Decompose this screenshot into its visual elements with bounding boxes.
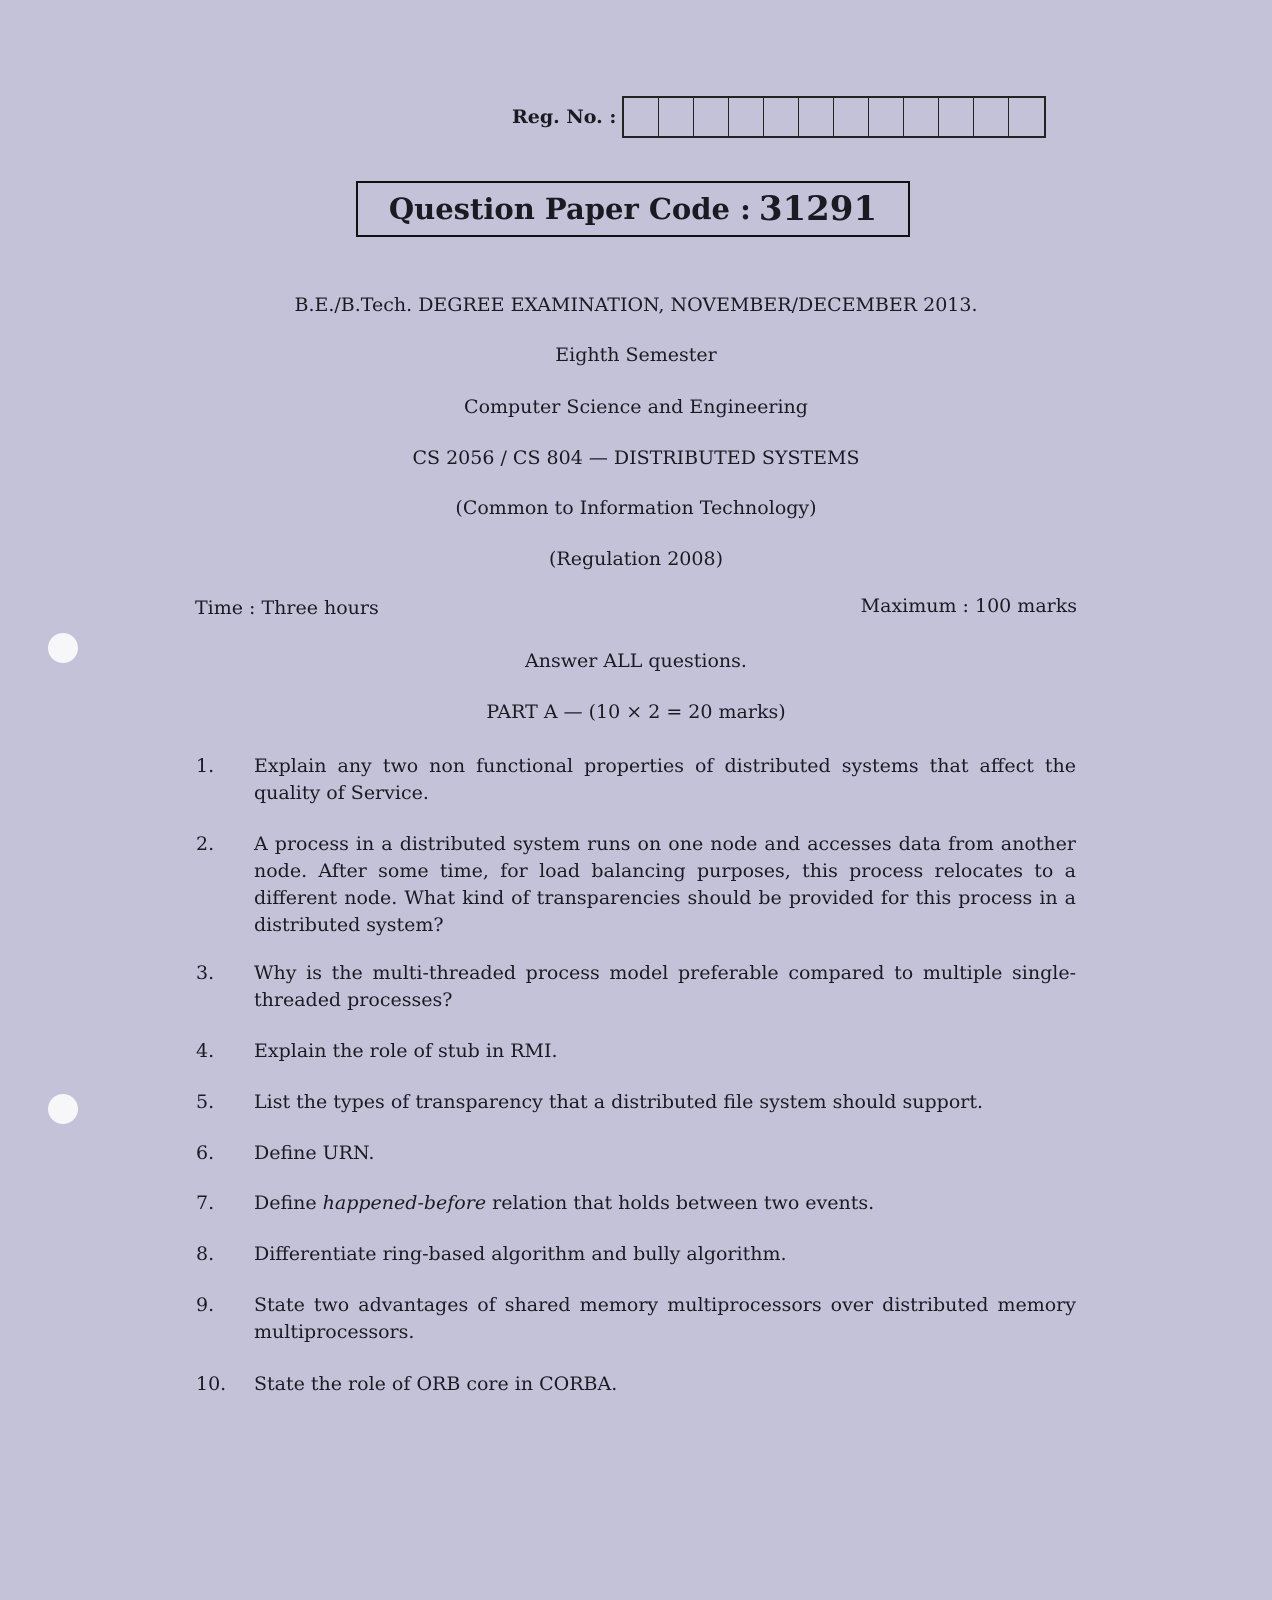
question-text: A process in a distributed system runs on one node and accesses data from another node. After some time, for load balancing purposes, this process relocates to a different node. What kind of transparencies should be provided for this process in a distributed system? [254,833,1076,936]
part-title: PART A — (10 × 2 = 20 marks) [486,701,786,723]
question-item [196,960,1076,1014]
reg-no-box[interactable] [694,98,729,136]
question-item [196,831,1076,939]
reg-no-box[interactable] [764,98,799,136]
reg-no [512,96,1046,138]
question-item [196,1190,1076,1217]
question-item [196,1140,1076,1167]
reg-no-box[interactable] [869,98,904,136]
question-item [196,753,1076,807]
question-text: Explain the role of stub in RMI. [254,1040,558,1062]
question-text: Explain any two non functional properties of distributed systems that affect the quality of Service. [254,755,1076,804]
question-number: 3. [196,962,215,984]
reg-no-box[interactable] [659,98,694,136]
semester: Eighth Semester [555,344,717,366]
maximum-marks: Maximum : 100 marks [860,595,1077,617]
course-title: CS 2056 / CS 804 — DISTRIBUTED SYSTEMS [412,447,860,469]
exam-title: B.E./B.Tech. DEGREE EXAMINATION, NOVEMBER/DECEMBER 2013. [294,294,978,316]
question-paper-code [356,181,910,237]
reg-no-box[interactable] [939,98,974,136]
instruction: Answer ALL questions. [525,650,747,672]
question-text: Differentiate ring-based algorithm and bully algorithm. [254,1243,787,1265]
question-text [254,1190,1076,1217]
reg-no-boxes[interactable] [622,96,1046,138]
reg-no-label: Reg. No. : [512,106,617,128]
question-number: 9. [196,1294,215,1316]
punch-hole [48,1094,78,1124]
question-number: 2. [196,833,215,855]
question-number: 1. [196,755,215,777]
time-allowed: Time : Three hours [195,597,379,619]
paper-code-value: 31291 [758,189,878,229]
reg-no-box[interactable] [1009,98,1044,136]
question-text: Define URN. [254,1142,375,1164]
question-text: State two advantages of shared memory multiprocessors over distributed memory multiprocessors. [254,1294,1076,1343]
question-text: List the types of transparency that a distributed file system should support. [254,1091,984,1113]
question-number: 8. [196,1243,215,1265]
reg-no-box[interactable] [729,98,764,136]
paper-code-label: Question Paper Code : [388,192,751,226]
department: Computer Science and Engineering [464,396,808,418]
question-text-after: relation that holds between two events. [486,1192,875,1214]
question-text-before: Define [254,1192,323,1214]
question-text-italic: happened-before [322,1192,487,1214]
question-item [196,1089,1076,1116]
question-item [196,1038,1076,1065]
question-number: 7. [196,1192,215,1214]
reg-no-box[interactable] [904,98,939,136]
regulation: (Regulation 2008) [549,548,723,570]
question-text: Why is the multi-threaded process model preferable compared to multiple single-threaded processes? [254,962,1076,1011]
question-text: State the role of ORB core in CORBA. [254,1373,618,1395]
question-number: 5. [196,1091,215,1113]
question-number: 6. [196,1142,215,1164]
common-to: (Common to Information Technology) [455,497,817,519]
question-number: 4. [196,1040,215,1062]
reg-no-box[interactable] [799,98,834,136]
question-item [196,1371,1076,1398]
question-number: 10. [196,1373,227,1395]
reg-no-box[interactable] [974,98,1009,136]
reg-no-box[interactable] [834,98,869,136]
question-item [196,1292,1076,1346]
reg-no-box[interactable] [624,98,659,136]
question-item [196,1241,1076,1268]
